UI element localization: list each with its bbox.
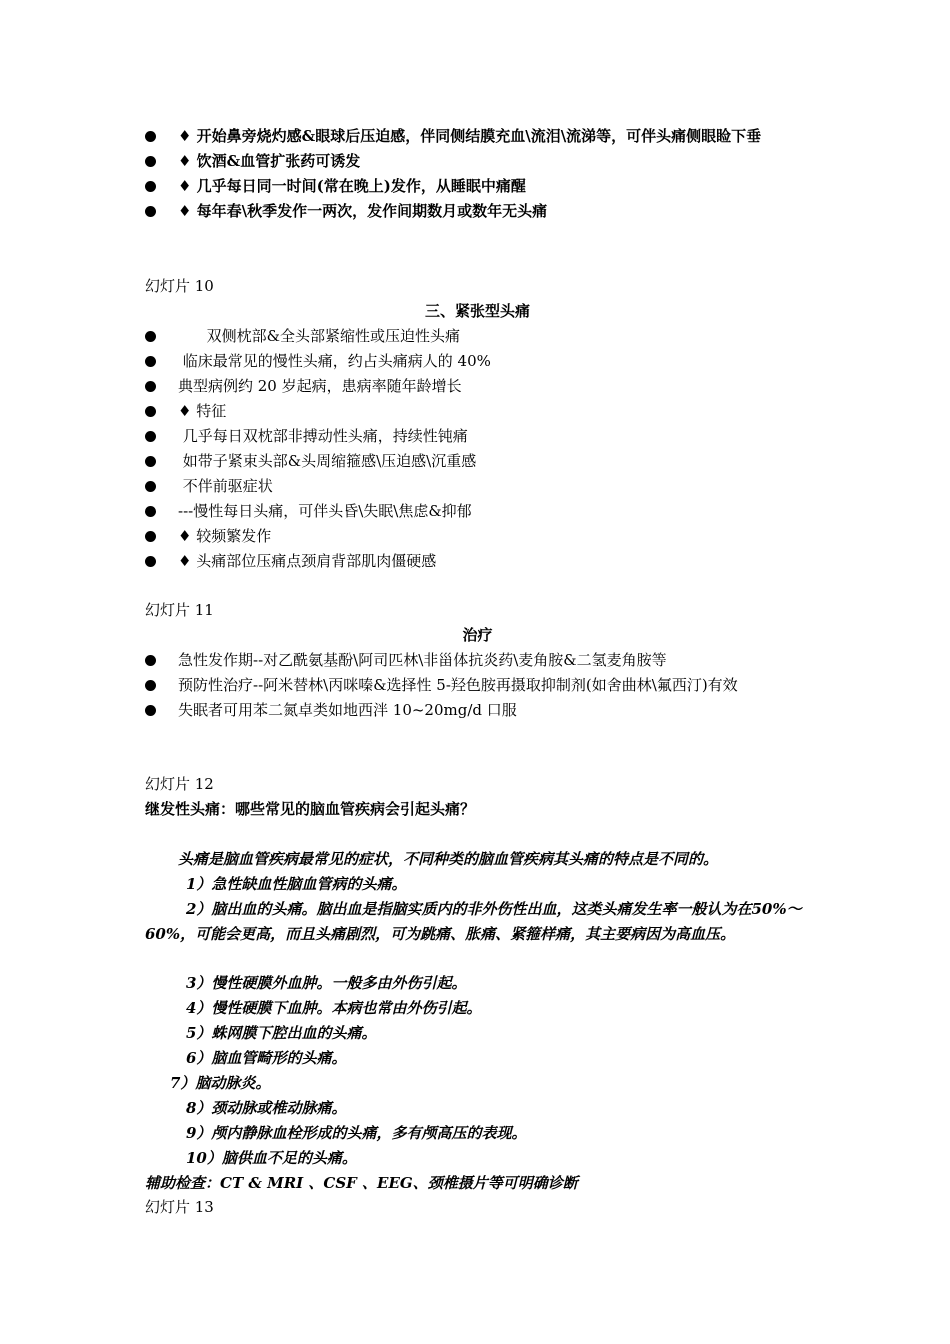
tension-headache-list bbox=[145, 324, 810, 574]
list-item: 3）慢性硬膜外血肿。一般多由外伤引起。 bbox=[186, 974, 467, 992]
list-item: 预防性治疗--阿米替林\丙咪嗪&选择性 5-羟色胺再摄取抑制剂(如舍曲林\氟西汀)有效 bbox=[145, 673, 810, 698]
cluster-headache-list bbox=[145, 124, 810, 224]
list-item: 如带子紧束头部&头周缩箍感\压迫感\沉重感 bbox=[145, 449, 810, 474]
aux-exam-line: 辅助检查：CT & MRI 、CSF 、EEG、颈椎摄片等可明确诊断 bbox=[145, 1174, 578, 1192]
section-heading: 三、紧张型头痛 bbox=[424, 302, 530, 320]
list-item: ♦ 较频繁发作 bbox=[145, 524, 810, 549]
slide-label: 幻灯片 13 bbox=[145, 1198, 214, 1216]
list-item: 不伴前驱症状 bbox=[145, 474, 810, 499]
list-item: 急性发作期--对乙酰氨基酚\阿司匹林\非甾体抗炎药\麦角胺&二氢麦角胺等 bbox=[145, 648, 810, 673]
bullet-icon bbox=[145, 456, 156, 467]
bullet-icon bbox=[145, 381, 156, 392]
list-item: 5）蛛网膜下腔出血的头痛。 bbox=[186, 1024, 377, 1042]
bullet-icon bbox=[145, 206, 156, 217]
list-item: 典型病例约 20 岁起病，患病率随年龄增长 bbox=[145, 374, 810, 399]
bullet-icon bbox=[145, 331, 156, 342]
slide-label: 幻灯片 10 bbox=[145, 277, 214, 295]
list-item: 7）脑动脉炎。 bbox=[170, 1074, 271, 1092]
bullet-icon bbox=[145, 556, 156, 567]
bullet-icon bbox=[145, 655, 156, 666]
bullet-icon bbox=[145, 481, 156, 492]
list-item: ---慢性每日头痛，可伴头昏\失眠\焦虑&抑郁 bbox=[145, 499, 810, 524]
list-item: 8）颈动脉或椎动脉痛。 bbox=[186, 1099, 347, 1117]
bullet-icon bbox=[145, 131, 156, 142]
bullet-icon bbox=[145, 406, 156, 417]
list-item: 1）急性缺血性脑血管病的头痛。 bbox=[186, 875, 407, 893]
bullet-icon bbox=[145, 705, 156, 716]
treatment-list bbox=[145, 648, 810, 723]
bullet-icon bbox=[145, 680, 156, 691]
list-item: 失眠者可用苯二氮卓类如地西泮 10~20mg/d 口服 bbox=[145, 698, 810, 723]
list-item: ♦ 特征 bbox=[145, 399, 810, 424]
section-heading: 治疗 bbox=[462, 626, 493, 644]
list-item: 4）慢性硬膜下血肿。本病也常由外伤引起。 bbox=[186, 999, 482, 1017]
slide-label: 幻灯片 12 bbox=[145, 775, 214, 793]
list-item: ♦ 头痛部位压痛点颈肩背部肌肉僵硬感 bbox=[145, 549, 810, 574]
intro-paragraph: 头痛是脑血管疾病最常见的症状，不同种类的脑血管疾病其头痛的特点是不同的。 bbox=[178, 850, 719, 868]
list-item: 几乎每日双枕部非搏动性头痛，持续性钝痛 bbox=[145, 424, 810, 449]
bullet-icon bbox=[145, 431, 156, 442]
bullet-icon bbox=[145, 156, 156, 167]
bullet-icon bbox=[145, 506, 156, 517]
list-item: 临床最常见的慢性头痛，约占头痛病人的 40% bbox=[145, 349, 810, 374]
list-item: 9）颅内静脉血栓形成的头痛，多有颅高压的表现。 bbox=[186, 1124, 527, 1142]
list-item: 双侧枕部&全头部紧缩性或压迫性头痛 bbox=[145, 324, 810, 349]
bullet-icon bbox=[145, 531, 156, 542]
list-item: ♦ 几乎每日同一时间(常在晚上)发作，从睡眠中痛醒 bbox=[145, 174, 810, 199]
list-item: ♦ 开始鼻旁烧灼感&眼球后压迫感，伴同侧结膜充血\流泪\流涕等，可伴头痛侧眼睑下垂 bbox=[145, 124, 810, 149]
list-item: ♦ 饮酒&血管扩张药可诱发 bbox=[145, 149, 810, 174]
bullet-icon bbox=[145, 181, 156, 192]
list-item: ♦ 每年春\秋季发作一两次，发作间期数月或数年无头痛 bbox=[145, 199, 810, 224]
list-item: 10）脑供血不足的头痛。 bbox=[186, 1149, 357, 1167]
question-heading: 继发性头痛：哪些常见的脑血管疾病会引起头痛？ bbox=[145, 800, 476, 818]
slide-label: 幻灯片 11 bbox=[145, 601, 214, 619]
list-item: 2）脑出血的头痛。脑出血是指脑实质内的非外伤性出血，这类头痛发生率一般认为在50%～60%，可能会更高，而且头痛剧烈，可为跳痛、胀痛、紧箍样痛，其主要病因为高血压。 bbox=[145, 900, 802, 943]
bullet-icon bbox=[145, 356, 156, 367]
list-item: 6）脑血管畸形的头痛。 bbox=[186, 1049, 347, 1067]
